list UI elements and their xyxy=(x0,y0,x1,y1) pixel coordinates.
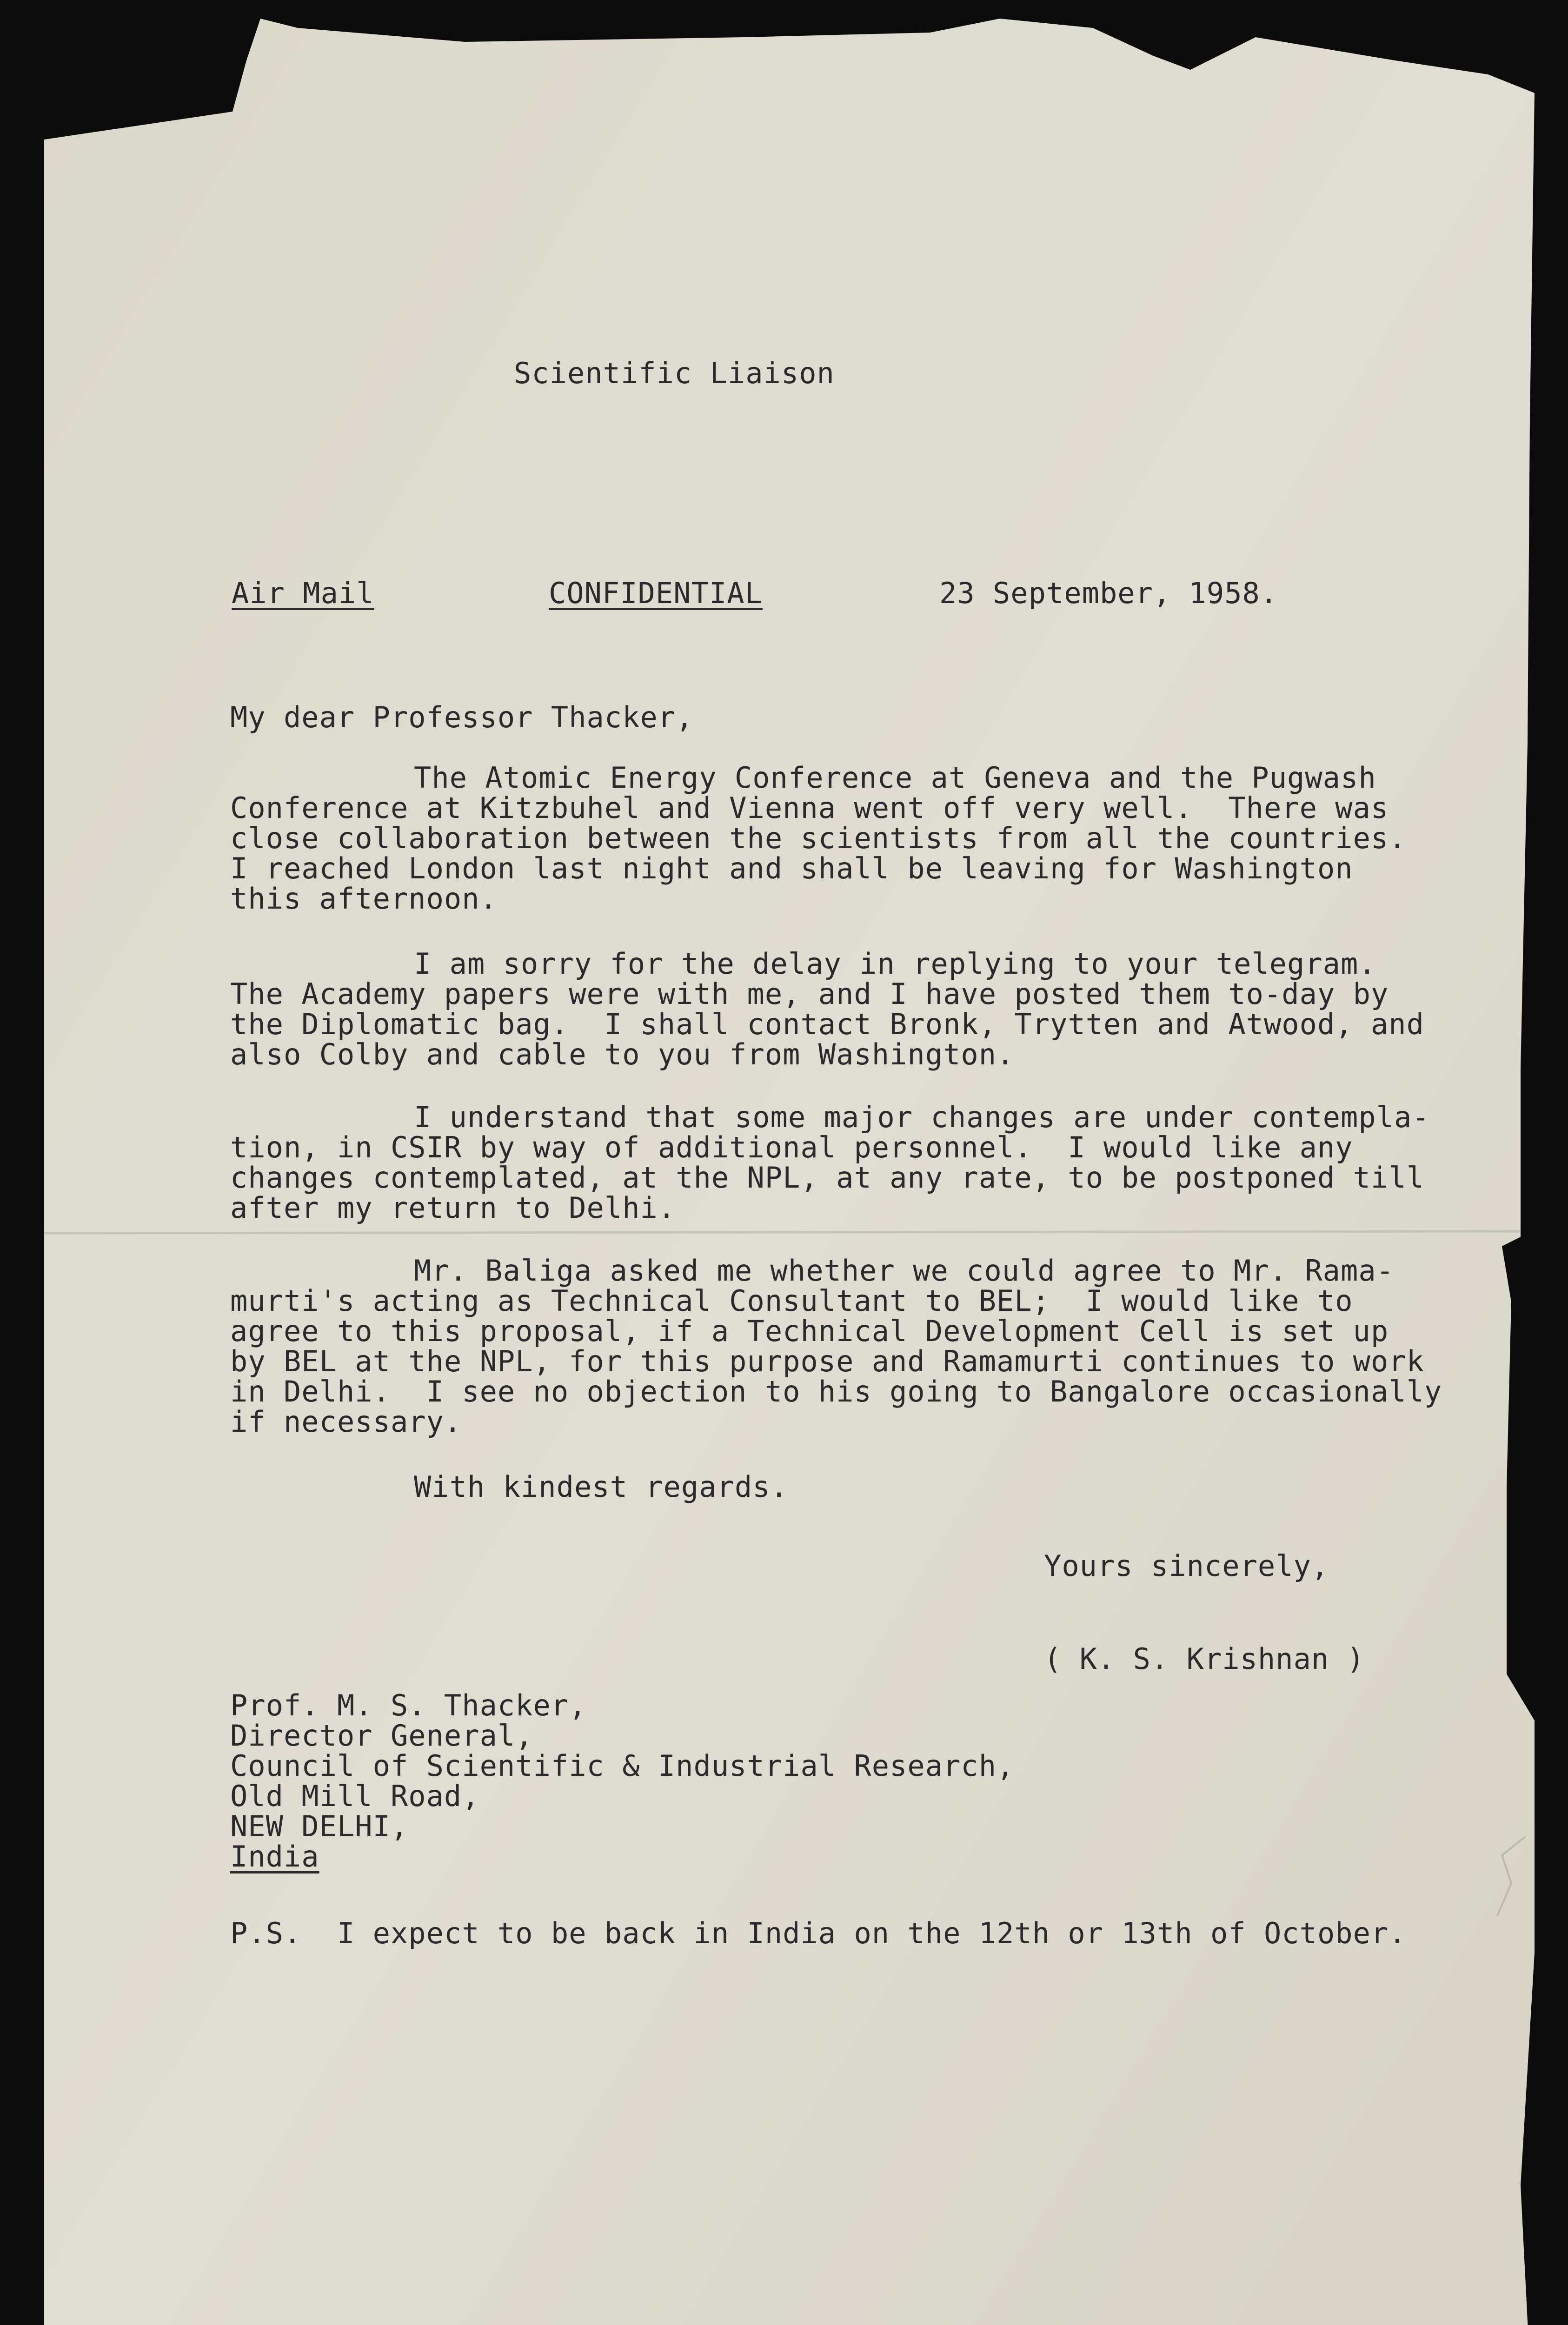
paragraph-line: the Diplomatic bag. I shall contact Bronk, Trytten and Atwood, and xyxy=(230,1007,1424,1041)
address-line: Director General, xyxy=(230,1719,533,1753)
paragraph-line: The Academy papers were with me, and I have posted them to-day by xyxy=(230,977,1389,1011)
letter-date: 23 September, 1958. xyxy=(939,576,1278,610)
paragraph-line: agree to this proposal, if a Technical Development Cell is set up xyxy=(230,1314,1389,1348)
paragraph-line: I am sorry for the delay in replying to your telegram. xyxy=(414,947,1376,981)
paragraph-line: after my return to Delhi. xyxy=(230,1191,676,1225)
signature-name: ( K. S. Krishnan ) xyxy=(1044,1642,1365,1676)
postscript: P.S. I expect to be back in India on the 12th or 13th of October. xyxy=(230,1916,1407,1950)
paragraph-line: changes contemplated, at the NPL, at any rate, to be postponed till xyxy=(230,1161,1424,1195)
salutation: My dear Professor Thacker, xyxy=(230,700,694,734)
department-heading: Scientific Liaison xyxy=(514,356,835,390)
address-line: Prof. M. S. Thacker, xyxy=(230,1688,587,1722)
closing-regards: With kindest regards. xyxy=(414,1470,788,1504)
paragraph-line: in Delhi. I see no objection to his going to Bangalore occasionally xyxy=(230,1375,1442,1408)
address-country: India xyxy=(230,1840,319,1873)
paragraph-line: tion, in CSIR by way of additional personnel. I would like any xyxy=(230,1130,1353,1164)
paragraph-line: The Atomic Energy Conference at Geneva and the Pugwash xyxy=(414,761,1376,795)
paragraph-line: I reached London last night and shall be leaving for Washington xyxy=(230,851,1353,885)
paragraph-line: also Colby and cable to you from Washington. xyxy=(230,1037,1015,1071)
paragraph-line: this afternoon. xyxy=(230,882,498,916)
paragraph-line: if necessary. xyxy=(230,1405,462,1439)
address-line: NEW DELHI, xyxy=(230,1809,409,1843)
address-line: Council of Scientific & Industrial Research, xyxy=(230,1749,1015,1783)
paragraph-line: by BEL at the NPL, for this purpose and Ramamurti continues to work xyxy=(230,1344,1424,1378)
paragraph-line: I understand that some major changes are under contempla- xyxy=(414,1100,1430,1134)
classification-label: CONFIDENTIAL xyxy=(549,576,763,610)
paragraph-line: Mr. Baliga asked me whether we could agree to Mr. Rama- xyxy=(414,1254,1394,1288)
paragraph-line: close collaboration between the scientists from all the countries. xyxy=(230,821,1407,855)
delivery-method: Air Mail xyxy=(232,576,374,610)
valediction: Yours sincerely, xyxy=(1044,1549,1329,1583)
address-line: Old Mill Road, xyxy=(230,1779,480,1813)
paragraph-line: Conference at Kitzbuhel and Vienna went off very well. There was xyxy=(230,791,1389,825)
paragraph-line: murti's acting as Technical Consultant to BEL; I would like to xyxy=(230,1284,1353,1318)
